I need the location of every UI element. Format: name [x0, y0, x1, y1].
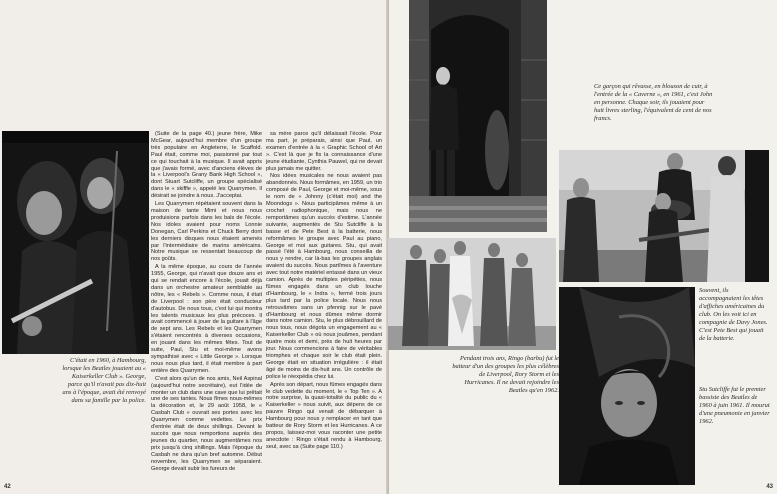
photo-rory-storm-hurricanes	[388, 238, 556, 350]
caption-souvent: Souvent, ils accompagnaient les têtes d'affiches américaines du club. On les voit ici en compagnie de Davy Jones. C'est Pete Best qui jouait de la batterie.	[699, 287, 768, 342]
paragraph: A la même époque, au cours de l'année 1955, George, qui n'avait que douze ans et qui se rendait encore à l'école, jouait déjà dans un orchestre amateur semblable au nôtre, les « Rebels ». Comme nous, il était de Liverpool : son père était conducteur d'autobus. De nous tous, c'est lui qui montra les talents musicaux les plus précoces. Il avait commencé à jouer de la guitare à l'âge de sept ans. Les Rebels et les Quarrymen s'étaient rencontrés à diverses occasions, en jouant dans les mêmes fêtes. Tout de suite, Paul, Stu et moi-même avons sympathisé avec « Little George ». Lorsque nous nous plus tard, il était membre à part entière des Quarrymen.	[151, 264, 262, 374]
paragraph: (Suite de la page 40.) jeune frère, Mike McGear, aujourd'hui membre d'un groupe très populaire en Angleterre, le Scaffold. Paul était, comme moi, passionné par tout ce qui touchait à la musique. Il avait appris que j'avais formé, avec d'anciens élèves de la « Liverpool's Grany Bank High School », dont Stuart Sutcliffe, un groupe spécialisé dans le « skiffle », appelé les Quarrymen. Il désirait se joindre à nous. J'acceptai.	[151, 131, 262, 200]
right-page	[389, 0, 777, 494]
paragraph: Après son départ, nous fûmes engagés dans le club vedette du moment, le « Top Ten ». A notre surprise, la quasi-totalité du public du « Kaiserkeller » nous suivit, aux dépens de ce pauvre Ringo qui venait de débarquer à Hambourg pour nous y remplacer en tant que batteur de Rory Storm et les Hurricanes. A ce propos, laissez-moi vous raconter une petite anecdote : Ringo s'était rendu à Hambourg, seul, avec sa (Suite page 110.)	[266, 381, 382, 450]
paragraph: C'est alors qu'un de nos amis, Neil Aspinal (aujourd'hui notre secrétaire), eut l'idée de monter un club dans une cave que lui prêtait une de ses tantes. Nous fîmes nous-mêmes la décoration et, le 29 août 1958, le « Casbah Club » ouvrait ses portes avec les Quarrymen comme vedettes. Le prix d'entrée était de deux shillings. Devant le succès que nous remportions auprès des jeunes du quartier, nous augmentâmes nos prix jusqu'à cinq shillings. Mais l'époque du Casbah ne dura qu'un bref automne. Début novembre, les Quarrymen se séparaient. George devait subir les fureurs de	[151, 375, 262, 472]
left-page	[0, 0, 388, 494]
article-column-1	[151, 131, 262, 473]
paragraph: Les Quarrymen répétaient souvent dans la maison de tante Mimi et nous nous produisions parfois dans les bals de l'école. Nos idoles avaient pour noms Lonnie Donegan, Carl Perkins et Chuck Berry dont les derniers disques nous étaient amenés par l'intermédiaire de marins américains. Notre musique se ressentait beaucoup de nos goûts.	[151, 201, 262, 263]
page-number-right: 43	[766, 484, 773, 490]
article-column-2	[266, 131, 382, 452]
paragraph: sa mère parce qu'il délaissait l'école. Pour ma part, je préparais, ainsi que Paul, un examen d'entrée à la « Graphic School of Art ». C'est là que je fis la connaissance d'une jeune étudiante, Cynthia Pauwel, qui ne devait plus jamais me quitter.	[266, 131, 382, 172]
photo-davy-jones-band	[559, 150, 769, 282]
page-number-left: 42	[4, 484, 11, 490]
caption-hamburg: C'était en 1960, à Hambourg, lorsque les Beatles jouaient au « Kaiserkeller Club ». George, parce qu'il n'avait pas dix-huit ans à l'époque, avait été renvoyé dans sa famille par la police.	[62, 357, 146, 404]
photo-cavern-entrance	[409, 0, 547, 232]
photo-hamburg-stage	[2, 131, 149, 354]
caption-cavern: Ce garçon qui rêvasse, en blouson de cuir, à l'entrée de la « Caverne », en 1961, c'est John en personne. Chaque soir, ils jouaient pour huit livres sterling, l'équivalent de cent de nos francs.	[594, 83, 713, 122]
caption-stu: Stu Sutcliffe fut le premier bassiste des Beatles de 1960 à juin 1961. Il mourut d'une pneumonie en janvier 1962.	[699, 386, 770, 425]
paragraph: Nos idées musicales ne nous avaient pas abandonnés. Nous formâmes, en 1959, un trio composé de Paul, George et moi-même, sous le nom de « Johnny (c'était moi) and the Moondogs ». Nous participâmes même à un crochet radiophonique, mais nous ne remportâmes qu'un succès d'estime. L'année suivante, augmentés de Stu Sutcliffe à la basse et de Pete Best à la batterie, nous reformâmes le groupe avec Paul au piano, George et moi aux guitares. Stu, qui avait passé l'été à Hambourg, nous conseilla de nous y rendre, car là-bas les groupes anglais avaient du succès. Nous partîmes à l'aventure avec tout notre matériel entassé dans un vieux camion. Après de multiples péripéties, nous fûmes engagés dans un club louche d'Hambourg, le « Indra », fermé trois jours plus tard par la police locale. Nous nous retrouvâmes sans un pfennig sur le pavé d'Hambourg et nous dûmes même dormir dans notre camion. Stu, le plus débrouillard de nous tous, nous dégota un engagement au « Kaiserkeller Club » où nous jouâmes, pendant quatre mois et demi, près de huit heures par jour. Nous commencions à faire de véritables triomphes et chaque soir le club était plein. George était en situation irrégulière : il était âgé de moins de dix-huit ans. Un contrôle de police le réexpédia chez lui.	[266, 173, 382, 380]
caption-ringo: Pendant trois ans, Ringo (barbu) fut le batteur d'un des groupes les plus célèbres de Liverpool, Rory Storm et les Hurricanes. Il ne devait rejoindre les Beatles qu'en 1962.	[452, 355, 559, 394]
photo-stu-sutcliffe	[559, 287, 695, 485]
